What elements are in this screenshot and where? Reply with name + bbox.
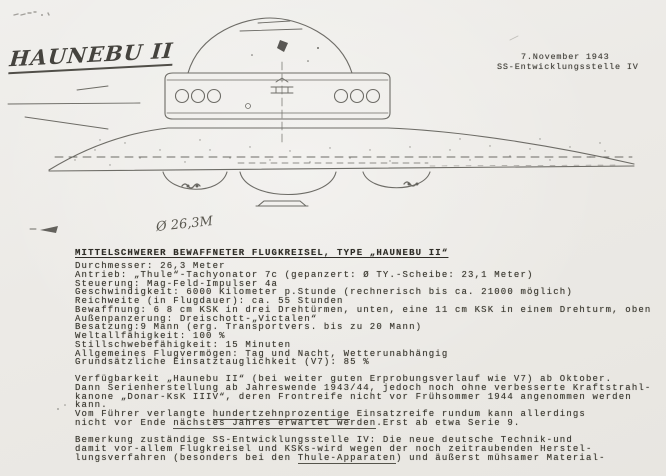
text-line: damit vor-allem Flugkreisel und KSKs-wird wegen der noch zeitraubenden Herstel- xyxy=(75,443,593,454)
text-line: Antrieb: „Thule“-Tachyonator 7c (gepanzert: Ø TY.-Scheibe: 23,1 Meter) xyxy=(75,269,534,280)
text-line: Außenpanzerung: Dreischott-„Victalen“ xyxy=(75,313,318,324)
text-line: Durchmesser: 26,3 Meter xyxy=(75,261,226,271)
availability-paragraph xyxy=(75,375,651,428)
text-line: Allgemeines Flugvermögen: Tag und Nacht, Wetterunabhängig xyxy=(75,348,449,359)
document-title: MITTELSCHWERER BEWAFFNETER FLUGKREISEL, TYPE „HAUNEBU II“ xyxy=(75,248,449,258)
text-line: Weltallfähigkeit: 100 % xyxy=(75,331,226,341)
remark-paragraph xyxy=(75,436,606,462)
center-dome xyxy=(240,172,336,195)
porthole-icons xyxy=(176,90,380,109)
hull-band xyxy=(165,62,390,146)
text-line: Geschwindigkeit: 6000 Kilometer p.Stunde (rechnerisch bis ca. 21000 möglich) xyxy=(75,287,573,298)
date-line: 7.November 1943 xyxy=(521,52,610,62)
rim-disc xyxy=(49,128,634,171)
left-turret xyxy=(163,172,227,189)
saucer-dome xyxy=(188,18,352,73)
text-line: Besatzung:9 Mann (erg. Transportvers. bis zu 20 Mann) xyxy=(75,322,423,333)
text-line: Reichweite (in Flugdauer): ca. 55 Stunden xyxy=(75,296,344,306)
diameter-annotation: Ø 26,3M xyxy=(155,214,214,235)
office-line: SS-Entwicklungsstelle IV xyxy=(497,61,639,72)
text-line: nicht vor Ende nächstes Jahres erwartet werden.Erst ab etwa Serie 9. xyxy=(75,417,521,428)
landing-pad xyxy=(258,201,306,206)
text-line: Verfügbarkeit „Haunebu II“ (bei weiter guten Erprobungsverlauf wie V7) ab Oktober. xyxy=(75,374,613,384)
text-line: Vom Führer verlangte hundertzehnprozentige Einsatzreife rundum kann allerdings xyxy=(75,409,586,419)
text-line: Bewaffnung: 6 8 cm KSK in drei Drehtürmen, unten, eine 11 cm KSK in einem Drehturm, oben xyxy=(75,304,652,315)
text-line: lungsverfahren (besonders bei den Thule-Apparaten) und äußerst mühsamer Material- xyxy=(75,452,606,463)
right-turret xyxy=(363,172,430,188)
dome-diamond-mark xyxy=(277,40,288,52)
text-line: kann. xyxy=(75,400,108,411)
spec-list xyxy=(75,262,651,367)
text-line: Stillschwebefähigkeit: 15 Minuten xyxy=(75,339,292,350)
text-line: Grundsätzliche Einsatztauglichkeit (V7): 85 % xyxy=(75,357,370,368)
text-line: Dann Serienherstellung ab Jahreswende 1943/44, jedoch noch ohne verbesserte Kraftstrahl- xyxy=(75,382,652,393)
underside-turrets xyxy=(163,172,430,206)
text-line: Bemerkung zuständige SS-Entwicklungsstelle IV: Die neue deutsche Technik-und xyxy=(75,435,573,445)
text-line: Steuerung: Mag-Feld-Impulser 4a xyxy=(75,278,279,289)
centerline-insignia xyxy=(271,62,293,146)
handwritten-title: HAUNEBU II xyxy=(8,38,174,74)
text-line: kanone „Donar-KsK IIIV“, deren Frontreife nicht vor Frühsommer 1944 angenommen werden xyxy=(75,391,632,402)
margin-arrow-mark xyxy=(40,226,58,233)
